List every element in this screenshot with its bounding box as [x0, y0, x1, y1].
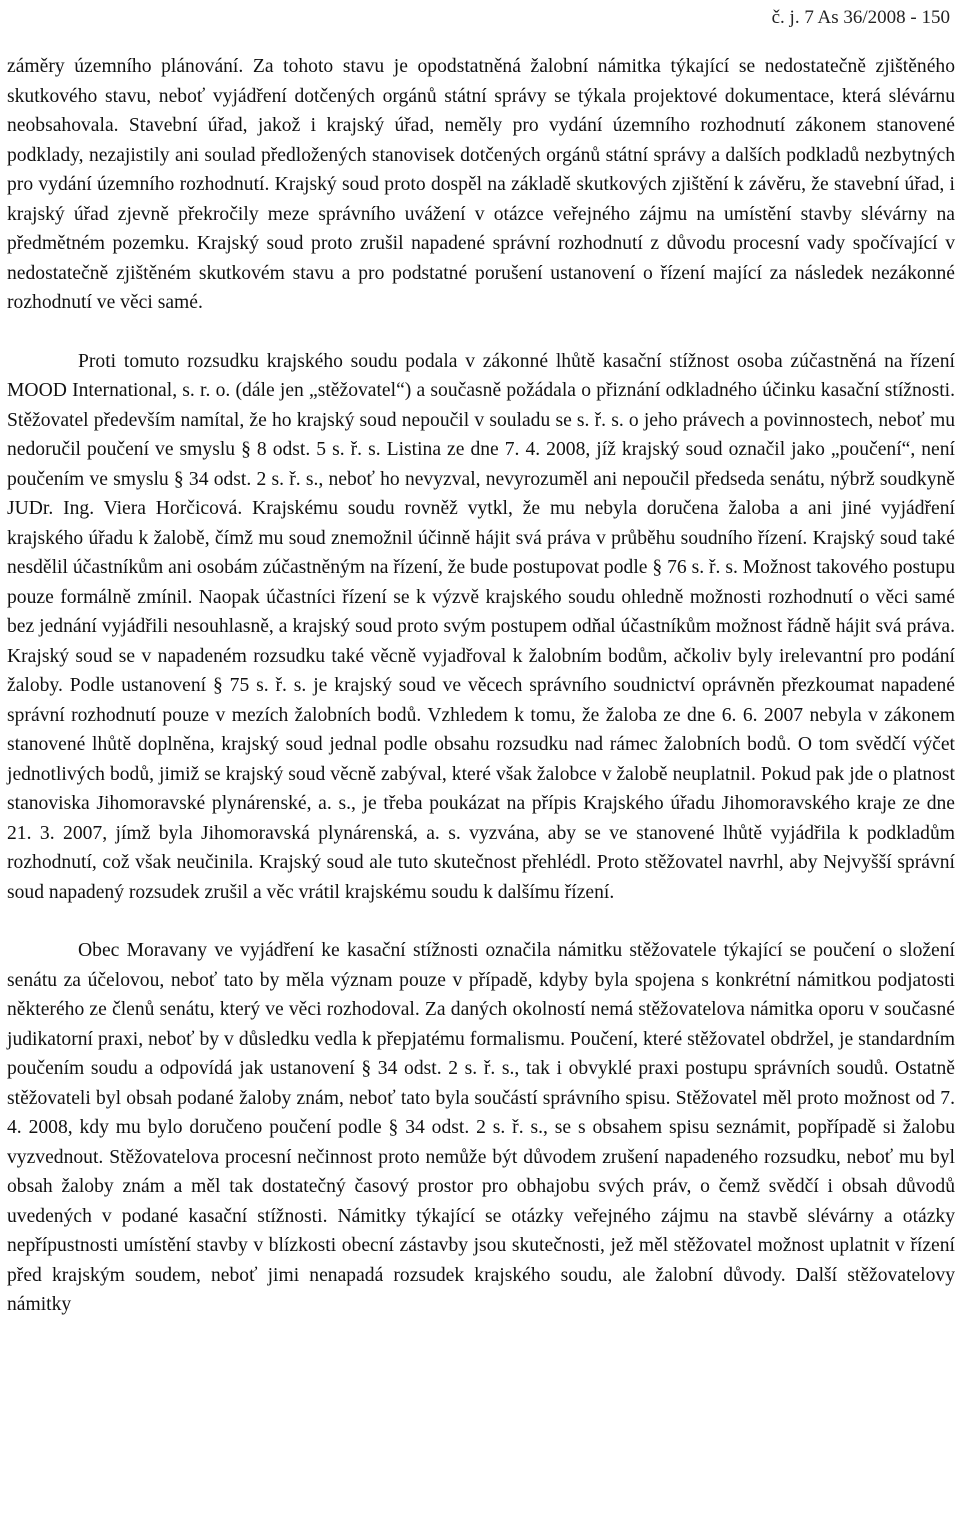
- document-body: [7, 52, 955, 1320]
- paragraph-cassation-complaint: Proti tomuto rozsudku krajského soudu podala v zákonné lhůtě kasační stížnost osoba zúčastněná na řízení MOOD International, s. r. o. (dále jen „stěžovatel“) a současně požádala o přiznání odkladného účinku kasační stížnosti. Stěžovatel především namítal, že ho krajský soud nepoučil v souladu se s. ř. s. o jeho právech a povinnostech, neboť mu nedoručil poučení ve smyslu § 8 odst. 5 s. ř. s. Listina ze dne 7. 4. 2008, jíž krajský soud označil jako „poučení“, není poučením ve smyslu § 34 odst. 2 s. ř. s., neboť ho nevyzval, nevyrozuměl ani nepoučil předseda senátu, nýbrž soudkyně JUDr. Ing. Viera Horčicová. Krajskému soudu rovněž vytkl, že mu nebyla doručena žaloba a ani jiné vyjádření krajského úřadu k žalobě, čímž mu soud znemožnil účinně hájit svá práva v průběhu soudního řízení. Krajský soud také nesdělil účastníkům ani osobám zúčastněným na řízení, že bude postupovat podle § 76 s. ř. s. Možnost takového postupu pouze formálně zmínil. Naopak účastníci řízení se k výzvě krajského soudu ohledně možnosti rozhodnutí o věci samé bez jednání vyjádřili nesouhlasně, a krajský soud proto svým postupem odňal účastníkům možnost řádně hájit svá práva. Krajský soud se v napadeném rozsudku také věcně vyjadřoval k žalobním bodům, ačkoliv byly irelevantní pro podání žaloby. Podle ustanovení § 75 s. ř. s. je krajský soud ve věcech správního soudnictví oprávněn přezkoumat napadené správní rozhodnutí pouze v mezích žalobních bodů. Vzhledem k tomu, že žaloba ze dne 6. 6. 2007 nebyla v zákonem stanovené lhůtě doplněna, krajský soud jednal podle obsahu rozsudku nad rámec žalobních bodů. O tom svědčí výčet jednotlivých bodů, jimiž se krajský soud věcně zabýval, které však žalobce v žalobě neuplatnil. Pokud pak jde o platnost stanoviska Jihomoravské plynárenské, a. s., je třeba poukázat na přípis Krajského úřadu Jihomoravského kraje ze dne 21. 3. 2007, jímž byla Jihomoravská plynárenská, a. s. vyzvána, aby se ve stanovené lhůtě vyjádřila k podkladům rozhodnutí, což však neučinila. Krajský soud ale tuto skutečnost přehlédl. Proto stěžovatel navrhl, aby Nejvyšší správní soud napadený rozsudek zrušil a věc vrátil krajskému soudu k dalšímu řízení.: [7, 350, 955, 903]
- case-number-header: č. j. 7 As 36/2008 - 150: [771, 7, 950, 28]
- paragraph-continuation: záměry územního plánování. Za tohoto stavu je opodstatněná žalobní námitka týkající se nedostatečně zjištěného skutkového stavu, neboť vyjádření dotčených orgánů státní správy se týkala projektové dokumentace, která slévárnu neobsahovala. Stavební úřad, jakož i krajský úřad, neměly pro vydání územního rozhodnutí zákonem stanovené podklady, nezajistily ani soulad předložených stanovisek dotčených orgánů státní správy a dalších podkladů nezbytných pro vydání územního rozhodnutí. Krajský soud proto dospěl na základě skutkových zjištění k závěru, že stavební úřad, i krajský úřad zjevně překročily meze správního uvážení v otázce veřejného zájmu na umístění stavby slévárny na předmětném pozemku. Krajský soud proto zrušil napadené správní rozhodnutí z důvodu procesní vady spočívající v nedostatečně zjištěném skutkovém stavu a pro podstatné porušení ustanovení o řízení mající za následek nezákonné rozhodnutí ve věci samé.: [7, 56, 955, 313]
- paragraph-municipality-response: Obec Moravany ve vyjádření ke kasační stížnosti označila námitku stěžovatele týkající se poučení o složení senátu za účelovou, neboť tato by měla význam pouze v případě, kdyby byla spojena s konkrétní námitkou podjatosti některého ze členů senátu, který ve věci rozhodoval. Za daných okolností nemá stěžovatelova námitka oporu v současné judikatorní praxi, neboť by v důsledku vedla k přepjatému formalismu. Poučení, které stěžovatel obdržel, je standardním poučením soudu a odpovídá jak ustanovení § 34 odst. 2 s. ř. s., tak i obvyklé praxi postupu správních soudů. Ostatně stěžovateli byl obsah podané žaloby znám, neboť tato byla součástí správního spisu. Stěžovatel měl proto možnost od 7. 4. 2008, kdy mu bylo doručeno poučení podle § 34 odst. 2 s. ř. s., se s obsahem spisu seznámit, popřípadě si žalobu vyzvednout. Stěžovatelova procesní nečinnost proto nemůže být důvodem zrušení napadeného rozsudku, neboť mu byl obsah žaloby znám a měl tak dostatečný časový prostor pro obhajobu svých práv, o čemž svědčí i obsah důvodů uvedených v podané kasační stížnosti. Námitky týkající se otázky veřejného zájmu na stavbě slévárny a otázky nepřípustnosti umístění stavby v blízkosti obecní zástavby jsou skutečnosti, jež měl stěžovatel možnost uplatnit v řízení před krajským soudem, neboť jimi nenapadá rozsudek krajského soudu, ale žalobní důvody. Další stěžovatelovy námitky: [7, 940, 955, 1315]
